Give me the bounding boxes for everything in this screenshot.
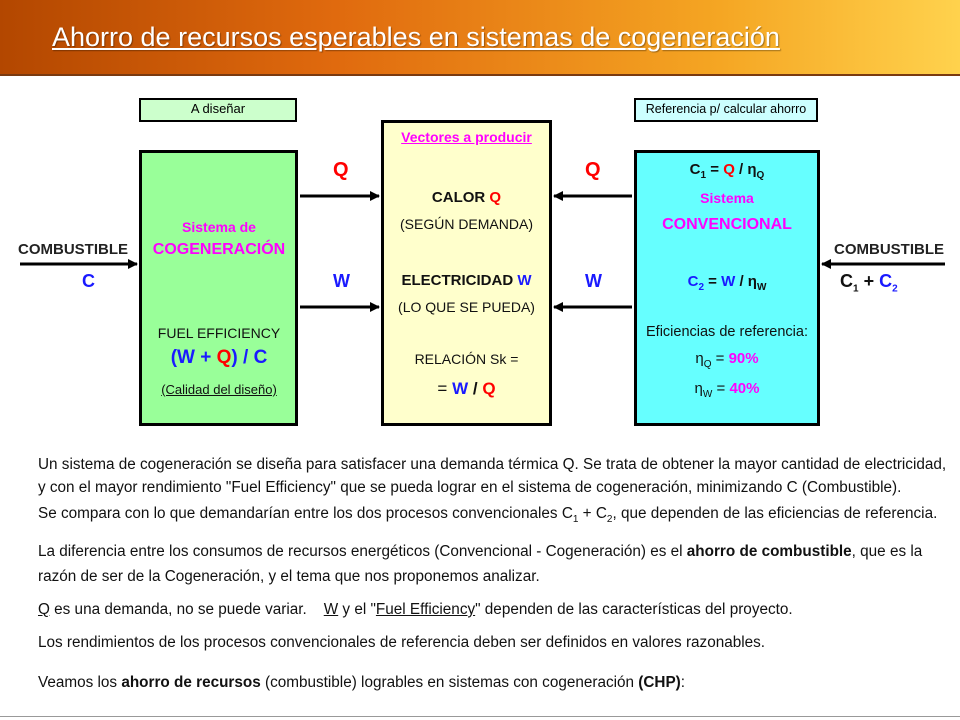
para-6b: ahorro de recursos bbox=[121, 674, 261, 691]
label-referencia bbox=[634, 98, 818, 122]
eta-w-line: $\eta_W = 40\%$ bbox=[694, 380, 760, 400]
para-2: Se compara con lo que demandarían entre los dos procesos convencionales $C_1 + C_2$, que dependen de las eficiencias de referencia. bbox=[38, 505, 938, 526]
relacion-sk: RELACIÓN Sk = bbox=[414, 351, 519, 367]
para-2a: Se compara con lo que demandarían entre los dos procesos convencionales C bbox=[38, 505, 573, 522]
para-6e: : bbox=[680, 674, 686, 691]
calor-text: CALOR bbox=[431, 189, 486, 206]
para-4d: y el " bbox=[338, 601, 376, 618]
cogen-line2: COGENERACIÓN bbox=[152, 241, 286, 258]
c1-formula: $C_1 = Q / \eta_Q$ bbox=[689, 161, 765, 181]
eta-q-line: $\eta_Q = 90\%$ bbox=[695, 350, 759, 370]
para-3d: razón de ser de la Cogeneración, y el tema que nos proponemos analizar. bbox=[38, 568, 540, 585]
calor-line bbox=[384, 189, 549, 206]
fuel-efficiency-formula: (W + Q) / C bbox=[170, 347, 268, 368]
title-divider bbox=[0, 74, 960, 76]
para-6 bbox=[38, 673, 685, 693]
eta-q-value: 90% bbox=[728, 350, 759, 367]
para-4 bbox=[38, 600, 793, 620]
lo-que-se-pueda: (LO QUE SE PUEDA) bbox=[398, 299, 535, 315]
para-4c: W bbox=[323, 601, 339, 618]
label-referencia-text: Referencia p/ calcular ahorro bbox=[645, 102, 807, 116]
cogen-line1: Sistema de bbox=[182, 219, 256, 235]
fuel-efficiency-label: FUEL EFFICIENCY bbox=[157, 325, 281, 341]
para-3a: La diferencia entre los consumos de recursos energéticos (Convencional - Cogeneración) es el bbox=[38, 543, 687, 560]
label-a-disenar-text: A diseñar bbox=[190, 101, 246, 116]
para-5: Los rendimientos de los procesos convencionales de referencia deben ser definidos en valores razonables. bbox=[38, 634, 766, 651]
para-1a: Un sistema de cogeneración se diseña para satisfacer una demanda térmica Q. Se trata de obtener la mayor cantidad de electricidad, bbox=[38, 456, 947, 473]
para-1b: y con el mayor rendimiento "Fuel Efficiency" que se pueda lograr en el sistema de cogeneración, minimizando C (Combustible). bbox=[38, 479, 902, 496]
para-6a: Veamos los bbox=[38, 674, 122, 691]
para-4b: es una demanda, no se puede variar. bbox=[49, 601, 324, 618]
para-6c: (combustible) logrables en sistemas con cogeneración bbox=[260, 674, 639, 691]
slide-title: Ahorro de recursos esperables en sistemas de cogeneración bbox=[52, 22, 780, 52]
para-4e: Fuel Efficiency bbox=[375, 601, 476, 618]
electricidad-w: W bbox=[517, 272, 532, 289]
label-a-disenar bbox=[139, 98, 297, 122]
c1-plus-c2-right-label: $C_1 + C_2$ bbox=[840, 271, 898, 295]
eta-w-value: 40% bbox=[729, 380, 760, 397]
electricidad-line bbox=[384, 272, 549, 289]
eficiencias-referencia: Eficiencias de referencia: bbox=[646, 324, 808, 340]
vectores-header: Vectores a producir bbox=[401, 129, 532, 145]
calor-q: Q bbox=[489, 189, 502, 206]
combustible-right-label: COMBUSTIBLE bbox=[834, 241, 944, 258]
para-2b: , que dependen de las eficiencias de referencia. bbox=[612, 505, 938, 522]
segun-demanda: (SEGÚN DEMANDA) bbox=[399, 216, 533, 232]
para-6d: (CHP) bbox=[638, 674, 681, 691]
para-3 bbox=[38, 542, 922, 562]
w-left-label: W bbox=[333, 271, 350, 291]
sistema-label: Sistema bbox=[700, 190, 754, 206]
q-left-label: Q bbox=[333, 159, 349, 181]
c2-formula: $C_2 = W / \eta_W$ bbox=[687, 273, 767, 293]
para-3c: , que es la bbox=[851, 543, 923, 560]
sk-eq: = bbox=[437, 379, 448, 398]
w-right-label: W bbox=[585, 271, 602, 291]
calidad-diseno: (Calidad del diseño) bbox=[161, 382, 277, 397]
convencional-label: CONVENCIONAL bbox=[662, 216, 792, 233]
q-right-label: Q bbox=[585, 159, 601, 181]
electricidad-text: ELECTRICIDAD bbox=[401, 272, 514, 289]
para-4a: Q bbox=[38, 601, 50, 618]
bottom-divider bbox=[0, 716, 960, 717]
combustible-left-label: COMBUSTIBLE bbox=[18, 241, 128, 258]
sk-formula: = W / Q bbox=[437, 379, 496, 398]
para-4f: " dependen de las características del proyecto. bbox=[475, 601, 793, 618]
c-left-label: C bbox=[82, 271, 95, 291]
para-3b: ahorro de combustible bbox=[686, 543, 852, 560]
